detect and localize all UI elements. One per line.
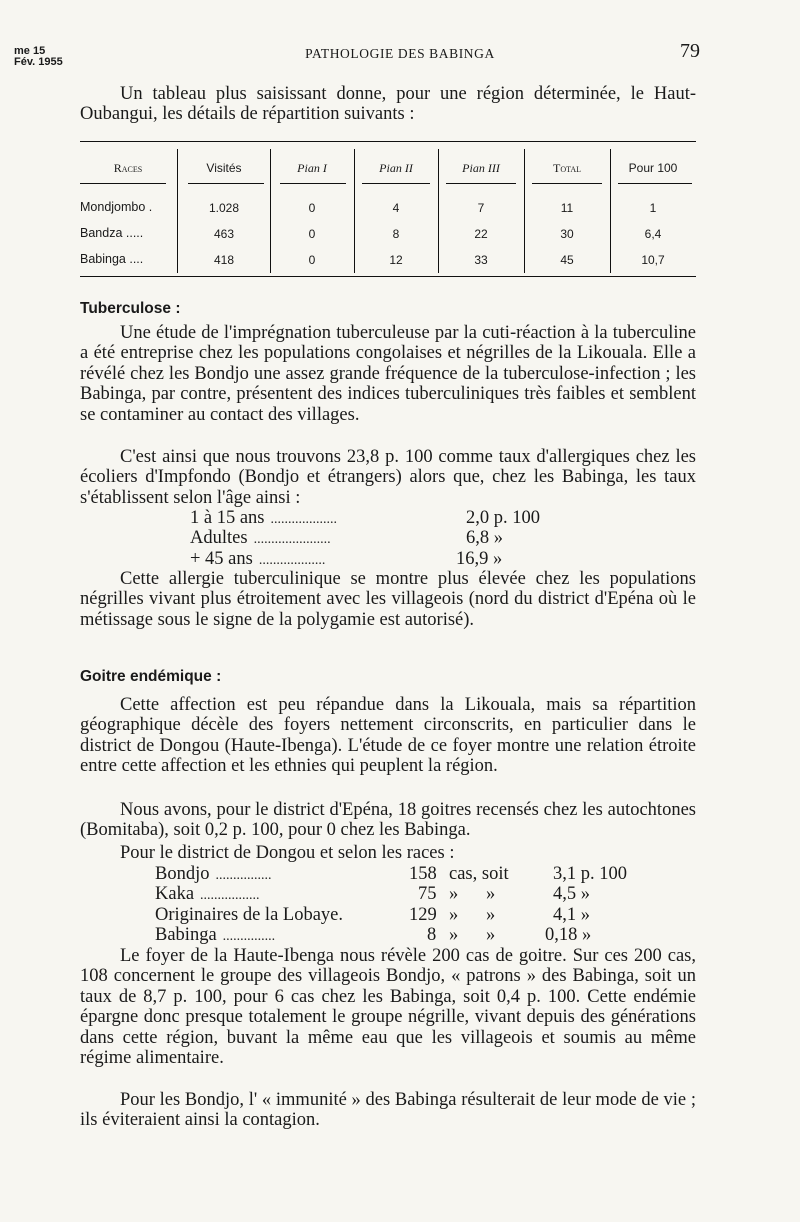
paragraph: Une étude de l'imprégnation tuberculeuse par la cuti-réaction à la tuberculine a été entreprise chez les populations congolaises et négrilles de la Likouala. Elle a révélé chez les Bondjo une assez grande fréquence de la tuberculose-infection ; les Babinga, par contre, présentent des indices tuberculiniques très faibles et semblent se contaminer au contact des villages.: [80, 323, 696, 425]
race-pct: 0,18 »: [545, 925, 592, 945]
paragraph: Le foyer de la Haute-Ibenga nous révèle 200 cas de goitre. Sur ces 200 cas, 108 concernent le groupe des villageois Bondjo, « patrons » des Babinga, soit un taux de 8,7 p. 100, pour 6 cas chez les Babinga, soit 0,4 p. 100. Cette endémie épargne donc presque totalement le groupe négrille, vivant depuis des générations dans cette région, buvant la même eau que les villageois et soumis au même régime alimentaire.: [80, 946, 696, 1069]
table-cell: 0: [308, 201, 316, 215]
table-cell: 418: [213, 253, 235, 267]
race-label: Originaires de la Lobaye.: [155, 905, 344, 925]
table-cell: 1: [649, 201, 657, 215]
race-mid: » »: [449, 884, 496, 904]
table-cell: 10,7: [641, 253, 665, 267]
col-header-races: Races: [113, 161, 143, 175]
table-cell: 12: [389, 253, 403, 267]
race-label: Kaka: [155, 884, 195, 904]
race-count: 158: [409, 864, 437, 884]
table-cell: 4: [392, 201, 400, 215]
paragraph: Pour les Bondjo, l' « immunité » des Babinga résulterait de leur mode de vie ; ils éviteraient ainsi la contagion.: [80, 1090, 696, 1131]
col-header-total: Total: [552, 161, 582, 175]
col-header-pian-3: Pian III: [462, 161, 500, 175]
race-count: 129: [409, 905, 437, 925]
paragraph: C'est ainsi que nous trouvons 23,8 p. 100 comme taux d'allergiques chez les écoliers d'Impfondo (Bondjo et étrangers) alors que, chez les Babinga, les taux s'établissent selon l'âge ainsi :: [80, 447, 696, 508]
allergy-age-list: [190, 508, 590, 570]
header-underline: [188, 183, 264, 184]
table-top-rule: [80, 141, 696, 142]
goitre-races-list: [155, 864, 635, 946]
table-cell: 33: [474, 253, 488, 267]
col-header-visites: Visités: [206, 161, 242, 175]
race-pct: 4,5 »: [553, 884, 590, 904]
list-item: [190, 528, 331, 550]
leader-dots: ...................: [270, 512, 337, 527]
table-cell: 463: [213, 227, 235, 241]
race-count: 8: [427, 925, 437, 945]
row-label-mondjombo: Mondjombo .: [80, 200, 153, 214]
volume-label: me 15: [14, 45, 46, 57]
table-cell: 45: [560, 253, 574, 267]
table-cell: 6,4: [644, 227, 662, 241]
paragraph: Cette allergie tuberculinique se montre plus élevée chez les populations négrilles vivant plus étroitement avec les villageois (nord du district d'Epéna où le métissage sous le signe de la polygamie est autorisé).: [80, 569, 696, 630]
leader-dots: ......................: [253, 532, 331, 547]
running-title: PATHOLOGIE DES BABINGA: [305, 46, 495, 61]
table-cell: 1.028: [208, 201, 240, 215]
table-cell: 22: [474, 227, 488, 241]
leader-dots: ...................: [258, 553, 326, 568]
race-label: Babinga: [155, 925, 217, 945]
race-pct: 4,1 »: [553, 905, 590, 925]
page-number: 79: [680, 40, 700, 62]
list-item: [155, 884, 260, 906]
age-label: 1 à 15 ans: [190, 508, 265, 528]
race-mid: » »: [449, 905, 496, 925]
row-label-babinga: Babinga ....: [80, 252, 144, 266]
header-underline: [618, 183, 692, 184]
leader-dots: ...............: [222, 929, 276, 944]
col-header-pour-100: Pour 100: [628, 161, 678, 175]
race-pct: 3,1 p. 100: [553, 864, 627, 884]
paragraph: Nous avons, pour le district d'Epéna, 18 goitres recensés chez les autochtones (Bomitaba), soit 0,2 p. 100, pour 0 chez les Babinga.: [80, 800, 696, 841]
table-cell: 11: [560, 201, 574, 215]
race-mid: cas, soit: [449, 864, 509, 884]
age-label: Adultes: [190, 528, 248, 548]
list-item-value: 16,9 »: [456, 549, 503, 569]
table-bottom-rule: [80, 276, 696, 277]
list-item-value: 6,8 »: [466, 528, 503, 548]
age-label: + 45 ans: [190, 549, 253, 569]
header-underline: [80, 183, 166, 184]
section-heading-tuberculose: Tuberculose :: [80, 300, 181, 317]
table-cell: 0: [308, 227, 316, 241]
paragraph: Cette affection est peu répandue dans la Likouala, mais sa répartition géographique décèle des foyers nettement circonscrits, en particulier dans le district de Dongou (Haute-Ibenga). L'étude de ce foyer montre une relation étroite entre cette affection et les ethnies qui peuplent la région.: [80, 695, 696, 777]
race-label: Bondjo: [155, 864, 210, 884]
header-underline: [280, 183, 346, 184]
race-count: 75: [418, 884, 437, 904]
list-item: [155, 925, 275, 947]
col-header-pian-2: Pian II: [379, 161, 413, 175]
header-underline: [362, 183, 430, 184]
paragraph: Pour le district de Dongou et selon les races :: [120, 843, 455, 863]
leader-dots: .................: [200, 888, 260, 903]
table-cell: 8: [392, 227, 400, 241]
col-header-pian-1: Pian I: [297, 161, 327, 175]
row-label-bandza: Bandza .....: [80, 226, 144, 240]
date-label: Fév. 1955: [14, 56, 63, 68]
table-cell: 0: [308, 253, 316, 267]
leader-dots: ................: [215, 868, 272, 883]
list-item-value: 2,0 p. 100: [466, 508, 540, 528]
section-heading-goitre: Goitre endémique :: [80, 668, 222, 685]
header-underline: [532, 183, 602, 184]
header-underline: [446, 183, 516, 184]
table-cell: 30: [560, 227, 574, 241]
intro-paragraph: Un tableau plus saisissant donne, pour une région déterminée, le Haut-Oubangui, les détails de répartition suivants :: [80, 84, 696, 125]
race-mid: » »: [449, 925, 496, 945]
table-cell: 7: [477, 201, 485, 215]
